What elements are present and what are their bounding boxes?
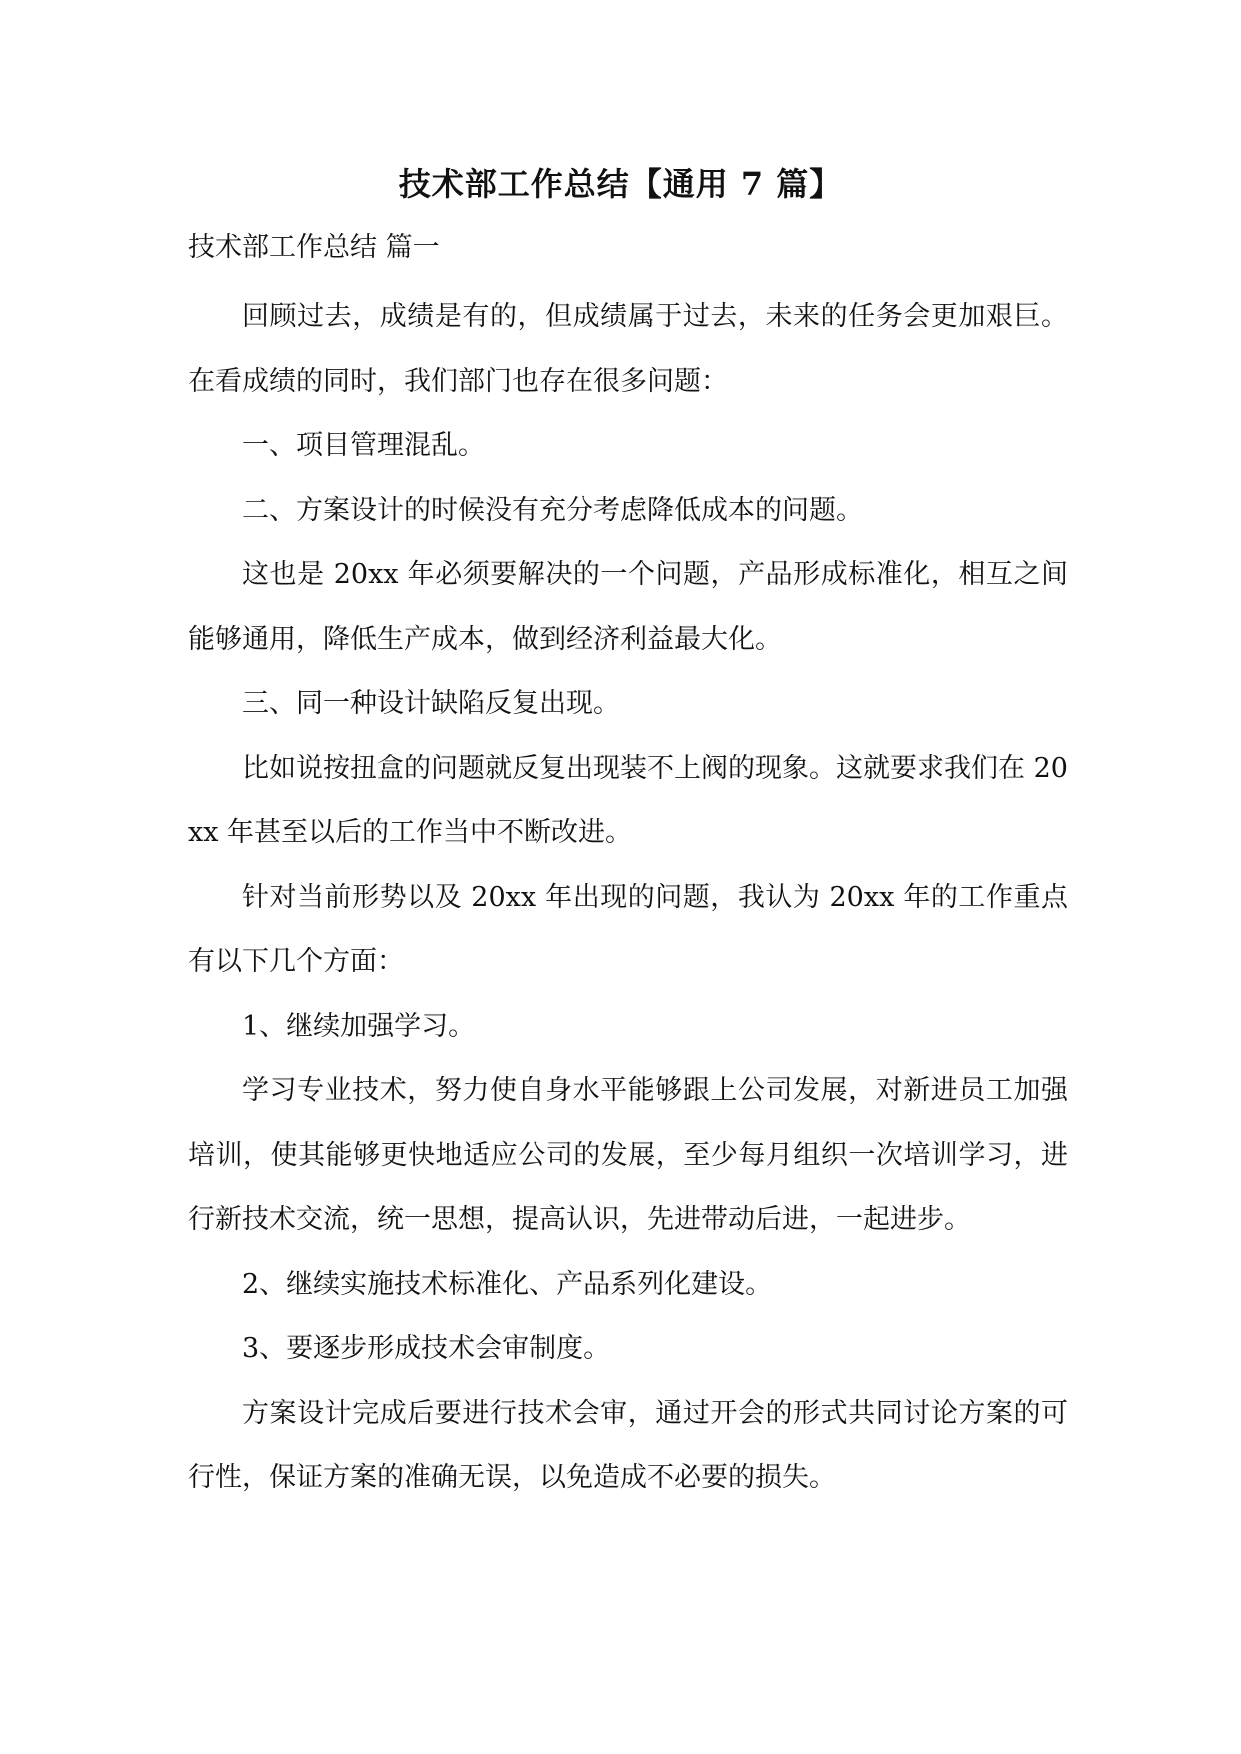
paragraph-review: 回顾过去，成绩是有的，但成绩属于过去，未来的任务会更加艰巨。在看成绩的同时，我们部门也存在很多问题：: [188, 301, 1068, 397]
paragraph-issue-3: 三、同一种设计缺陷反复出现。: [242, 688, 620, 719]
paragraph-focus-3: 3、要逐步形成技术会审制度。: [242, 1333, 611, 1364]
document-body: [188, 285, 1068, 1511]
document-title: 技术部工作总结【通用 7 篇】: [398, 165, 843, 203]
paragraph-focus-2: 2、继续实施技术标准化、产品系列化建设。: [242, 1268, 773, 1300]
paragraph-focus-intro: 针对当前形势以及 20xx 年出现的问题，我认为 20xx 年的工作重点有以下几个方面：: [188, 881, 1068, 977]
paragraph-focus-1: 1、继续加强学习。: [242, 1010, 476, 1042]
paragraph-focus-1-detail: 学习专业技术，努力使自身水平能够跟上公司发展，对新进员工加强培训，使其能够更快地适应公司的发展，至少每月组织一次培训学习，进行新技术交流，统一思想，提高认识，先进带动后进，一起进步。: [188, 1075, 1068, 1235]
paragraph-issue-2-detail: 这也是 20xx 年必须要解决的一个问题，产品形成标准化，相互之间能够通用，降低生产成本，做到经济利益最大化。: [188, 559, 1068, 655]
paragraph-issue-3-detail: 比如说按扭盒的问题就反复出现装不上阀的现象。这就要求我们在 20xx 年甚至以后的工作当中不断改进。: [188, 752, 1068, 848]
paragraph-issue-1: 一、项目管理混乱。: [242, 430, 485, 461]
section-heading: 技术部工作总结 篇一: [188, 232, 440, 263]
paragraph-focus-3-detail: 方案设计完成后要进行技术会审，通过开会的形式共同讨论方案的可行性，保证方案的准确无误，以免造成不必要的损失。: [188, 1397, 1068, 1493]
paragraph-issue-2: 二、方案设计的时候没有充分考虑降低成本的问题。: [242, 494, 863, 526]
